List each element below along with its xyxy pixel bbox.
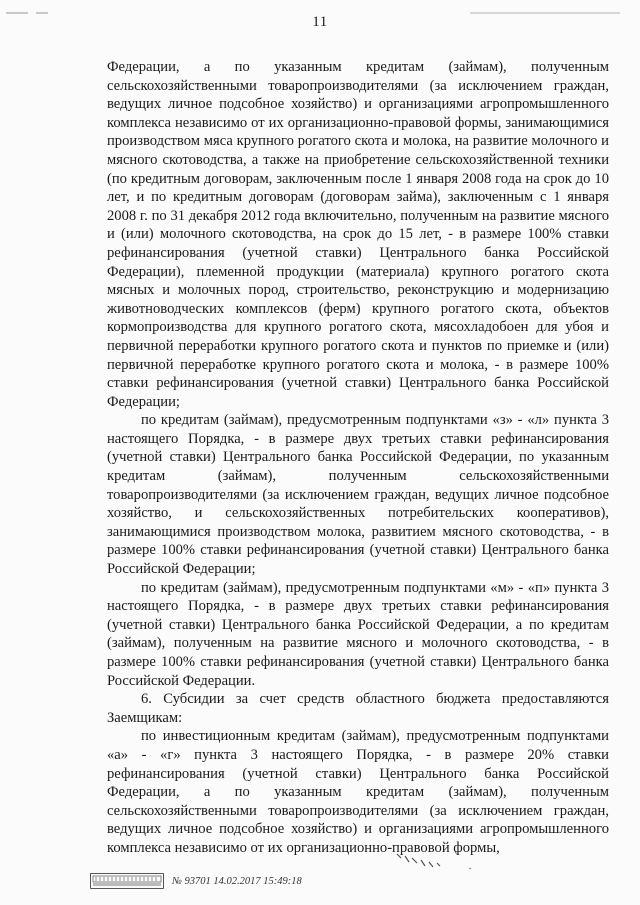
signature-scribble-icon bbox=[395, 848, 485, 872]
document-body bbox=[107, 58, 609, 858]
paragraph: Федерации, а по указанным кредитам (займам), полученным сельскохозяйственными товаропроизводителями (за исключением граждан, ведущих личное подсобное хозяйство) и организациями агропромышленного комплекса независимо от их организационно-правовой формы, занимающимися производством мяса крупного рогатого скота и молока, на развитие молочного и мясного скотоводства, а также на приобретение сельскохозяйственной техники (по кредитным договорам, заключенным после 1 января 2008 года на срок до 10 лет, и по кредитным договорам (договорам займа), заключенным с 1 января 2008 г. по 31 декабря 2012 года включительно, полученным на развитие мясного и (или) молочного скотоводства, на срок до 15 лет, - в размере 100% ставки рефинансирования (учетной ставки) Центрального банка Российской Федерации), племенной продукции (материала) крупного рогатого скота мясных и молочных пород, строительство, реконструкцию и модернизацию животноводческих комплексов (ферм) крупного рогатого скота, объектов кормопроизводства для крупного рогатого скота, мясохладобоен для убоя и первичной переработки крупного рогатого скота и пунктов по приемке и (или) первичной переработке крупного рогатого скота и молока, - в размере 100% ставки рефинансирования (учетной ставки) Центрального банка Российской Федерации; bbox=[107, 59, 609, 410]
paragraph: по инвестиционным кредитам (займам), предусмотренным подпунктами «а» - «г» пункта 3 настоящего Порядка, - в размере 20% ставки рефинансирования (учетной ставки) Центрального банка Российской Федерации, а по указанным кредитам (займам), полученным сельскохозяйственными товаропроизводителями (за исключением граждан, ведущих личное подсобное хозяйство) и организациями агропромышленного комплекса независимо от их организационно-правовой формы, bbox=[107, 728, 609, 856]
paragraph: по кредитам (займам), предусмотренным подпунктами «з» - «л» пункта 3 настоящего Порядка, - в размере двух третьих ставки рефинансирования (учетной ставки) Центрального банка Российской Федерации, по указанным кредитам (займам), полученным сельскохозяйственными товаропроизводителями (за исключением граждан, ведущих личное подсобное хозяйство, и сельскохозяйственных потребительских кооперативов), занимающимися производством молока, развитием мясного скотоводства, - в размере 100% ставки рефинансирования (учетной ставки) Центрального банка Российской Федерации; bbox=[107, 412, 609, 578]
registry-stamp-icon bbox=[90, 873, 164, 889]
page-number: 11 bbox=[312, 14, 328, 30]
paragraph: по кредитам (займам), предусмотренным подпунктами «м» - «п» пункта 3 настоящего Порядка, - в размере двух третьих ставки рефинансирования (учетной ставки) Центрального банка Российской Федерации, а по кредитам (займам), полученным на развитие мясного и молочного скотоводства, - в размере 100% ставки рефинансирования (учетной ставки) Центрального банка Российской Федерации. bbox=[107, 579, 609, 689]
document-stamp: № 93701 14.02.2017 15:49:18 bbox=[172, 875, 302, 887]
paragraph: 6. Субсидии за счет средств областного бюджета предоставляются Заемщикам: bbox=[107, 691, 609, 726]
document-footer bbox=[90, 870, 306, 892]
